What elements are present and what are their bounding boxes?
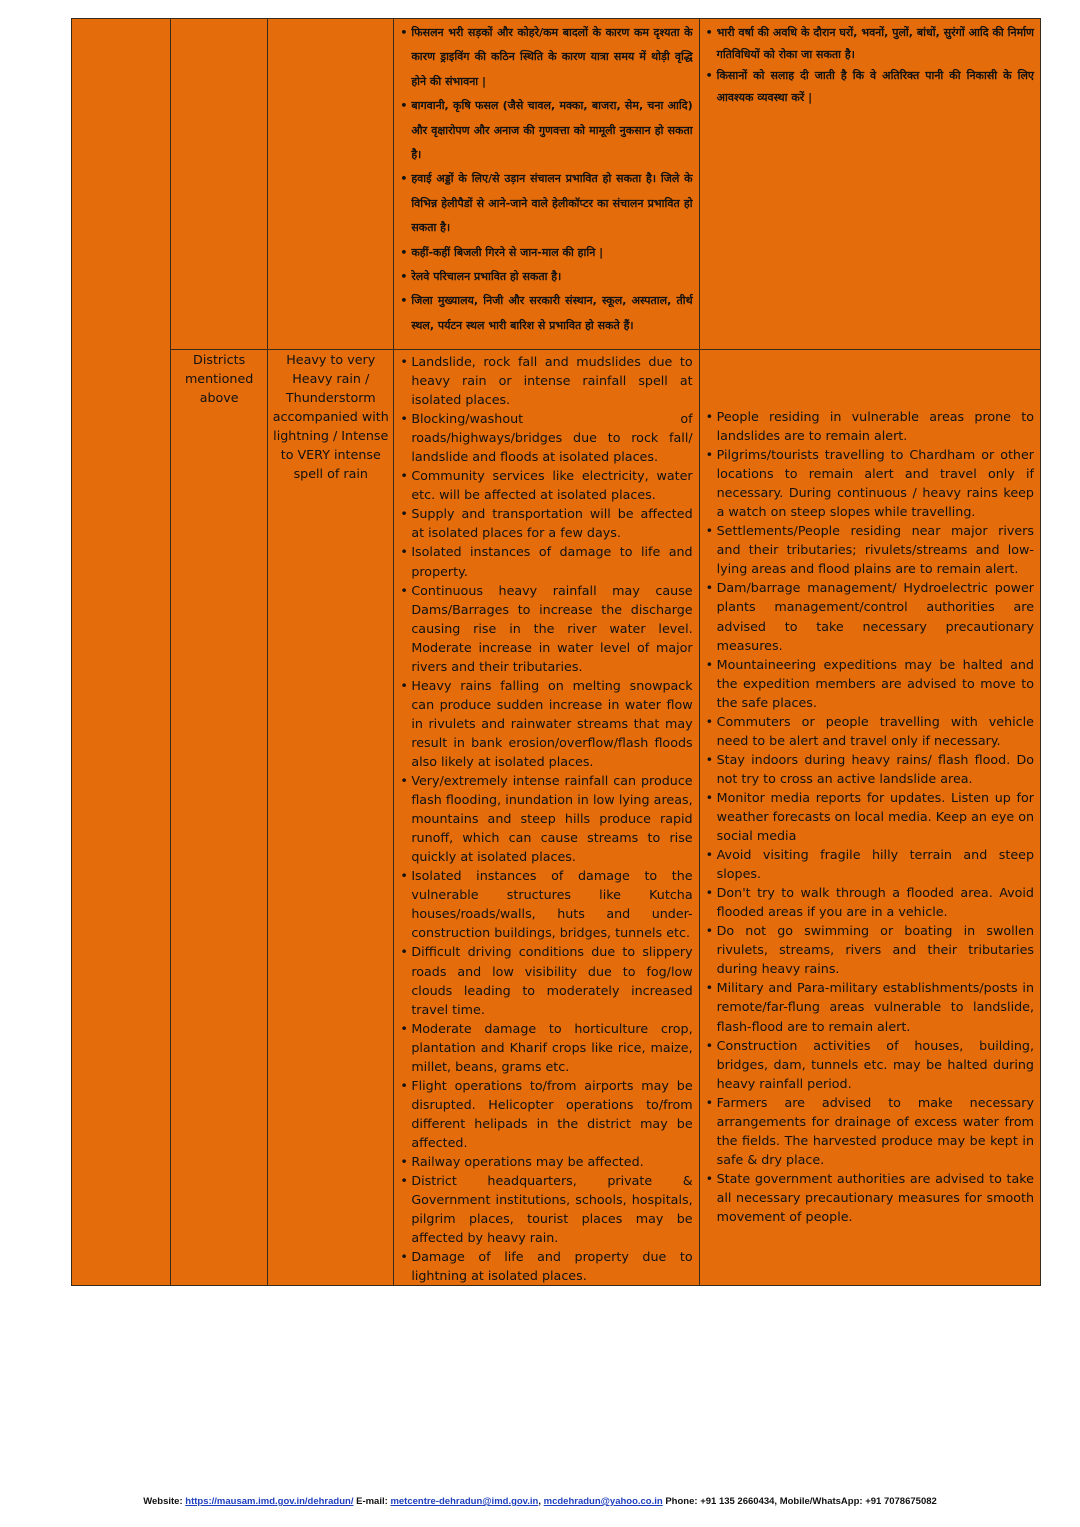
list-item: • State government authorities are advised to take all necessary precautionary measures for smooth movement of people. <box>706 1169 1034 1226</box>
actions-cell <box>699 350 1040 1286</box>
list-item: • रेलवे परिचालन प्रभावित हो सकता है। <box>400 265 692 289</box>
list-item: • Blocking/washout of roads/highways/bridges due to rock fall/ landslide and floods at isolated places. <box>400 409 692 466</box>
email-separator: , <box>538 1496 541 1507</box>
list-item: • जिला मुख्यालय, निजी और सरकारी संस्थान, स्कूल, अस्पताल, तीर्थ स्थल, पर्यटन स्थल भारी बारिश से प्रभावित हो सकते हैं। <box>400 289 692 338</box>
impacts-list <box>394 350 698 1285</box>
hindi-warning-cell <box>268 19 394 350</box>
page-footer <box>0 1496 1080 1507</box>
list-item: • Stay indoors during heavy rains/ flash flood. Do not try to cross an active landslide area. <box>706 750 1034 788</box>
warning-type-cell: Heavy to very Heavy rain / Thunderstorm accompanied with lightning / Intense to VERY intense spell of rain <box>268 350 394 1286</box>
list-item: • Railway operations may be affected. <box>400 1152 692 1171</box>
list-item: • People residing in vulnerable areas prone to landslides are to remain alert. <box>706 407 1034 445</box>
list-item: • Supply and transportation will be affected at isolated places for a few days. <box>400 504 692 542</box>
list-item: • Isolated instances of damage to the vulnerable structures like Kutcha houses/roads/walls, huts and under-construction buildings, bridges, tunnels etc. <box>400 866 692 942</box>
hindi-actions-cell <box>699 19 1040 350</box>
list-item: • बागवानी, कृषि फसल (जैसे चावल, मक्का, बाजरा, सेम, चना आदि) और वृक्षारोपण और अनाज की गुणवत्ता को मामूली नुकसान हो सकता है। <box>400 94 692 167</box>
list-item: • Very/extremely intense rainfall can produce flash flooding, inundation in low lying areas, mountains and steep hills produce rapid runoff, which can cause streams to rise quickly at isolated places. <box>400 771 692 866</box>
phone-label: Phone: <box>665 1496 698 1507</box>
website-link[interactable]: https://mausam.imd.gov.in/dehradun/ <box>185 1496 354 1507</box>
list-item: • Commuters or people travelling with vehicle need to be alert and travel only if necessary. <box>706 712 1034 750</box>
list-item: • Difficult driving conditions due to slippery roads and low visibility due to fog/low clouds leading to moderately increased travel time. <box>400 942 692 1018</box>
list-item: • Mountaineering expeditions may be halted and the expedition members are advised to move to the safe places. <box>706 655 1034 712</box>
list-item: • Dam/barrage management/ Hydroelectric power plants management/control authorities are advised to take necessary precautionary measures. <box>706 578 1034 654</box>
list-item: • Military and Para-military establishments/posts in remote/far-flung areas vulnerable to landslide, flash-flood are to remain alert. <box>706 978 1034 1035</box>
list-item: • Isolated instances of damage to life and property. <box>400 542 692 580</box>
list-item: • Do not go swimming or boating in swollen rivulets, streams, rivers and their tributaries during heavy rains. <box>706 921 1034 978</box>
actions-list <box>700 350 1040 1226</box>
list-item: • Community services like electricity, water etc. will be affected at isolated places. <box>400 466 692 504</box>
list-item: • Flight operations to/from airports may be disrupted. Helicopter operations to/from different helipads in the district may be affected. <box>400 1076 692 1152</box>
table-row-english <box>72 350 1041 1286</box>
list-item: • Farmers are advised to make necessary arrangements for drainage of excess water from the fields. The harvested produce may be kept in safe & dry place. <box>706 1093 1034 1169</box>
list-item: • Don't try to walk through a flooded area. Avoid flooded areas if you are in a vehicle. <box>706 883 1034 921</box>
list-item: • Continuous heavy rainfall may cause Dams/Barrages to increase the discharge causing rise in the river water level. Moderate increase in water level of major rivers and their tributaries. <box>400 581 692 676</box>
list-item: • भारी वर्षा की अवधि के दौरान घरों, भवनों, पुलों, बांधों, सुरंगों आदि की निर्माण गतिविधियों को रोका जा सकता है। <box>706 22 1034 65</box>
email-link-2[interactable]: mcdehradun@yahoo.co.in <box>543 1496 663 1507</box>
hindi-actions-list <box>700 19 1040 110</box>
hindi-districts-cell <box>171 19 268 350</box>
website-label: Website: <box>143 1496 183 1507</box>
list-item: • Avoid visiting fragile hilly terrain and steep slopes. <box>706 845 1034 883</box>
mobile-label: Mobile/WhatsApp: <box>779 1496 863 1507</box>
list-item: • किसानों को सलाह दी जाती है कि वे अतिरिक्त पानी की निकासी के लिए आवश्यक व्यवस्था करें | <box>706 65 1034 108</box>
districts-cell: Districts mentioned above <box>171 350 268 1286</box>
email-label: E-mail: <box>356 1496 388 1507</box>
phone-number: +91 135 2660434, <box>700 1496 778 1507</box>
warning-impact-table <box>71 18 1041 1286</box>
blank-cell <box>72 19 171 1286</box>
impacts-cell <box>394 350 699 1286</box>
table-row-hindi <box>72 19 1041 350</box>
list-item: • Construction activities of houses, building, bridges, dam, tunnels etc. may be halted during heavy rainfall period. <box>706 1036 1034 1093</box>
hindi-impacts-cell <box>394 19 699 350</box>
email-link-1[interactable]: metcentre-dehradun@imd.gov.in <box>390 1496 539 1507</box>
list-item: • Monitor media reports for updates. Listen up for weather forecasts on local media. Keep an eye on social media <box>706 788 1034 845</box>
list-item: • Heavy rains falling on melting snowpack can produce sudden increase in water flow in rivulets and rainwater streams that may result in bank erosion/overflow/flash floods also likely at isolated places. <box>400 676 692 771</box>
list-item: • District headquarters, private & Government institutions, schools, hospitals, pilgrim places, tourist places may be affected by heavy rain. <box>400 1171 692 1247</box>
list-item: • Moderate damage to horticulture crop, plantation and Kharif crops like rice, maize, millet, beans, grams etc. <box>400 1019 692 1076</box>
list-item: • Damage of life and property due to lightning at isolated places. <box>400 1247 692 1285</box>
hindi-impacts-list <box>394 19 698 340</box>
list-item: • हवाई अड्डों के लिए/से उड़ान संचालन प्रभावित हो सकता है। जिले के विभिन्न हेलीपैडों से आने-जाने वाले हेलीकॉप्टर का संचालन प्रभावित हो सकता है। <box>400 167 692 240</box>
list-item: • Settlements/People residing near major rivers and their tributaries; rivulets/streams and low-lying areas and flood plains are to remain alert. <box>706 521 1034 578</box>
mobile-number: +91 7078675082 <box>865 1496 937 1507</box>
list-item: • फिसलन भरी सड़कों और कोहरे/कम बादलों के कारण कम दृश्यता के कारण ड्राइविंग की कठिन स्थिति के कारण यात्रा समय में थोड़ी वृद्धि होने की संभावना | <box>400 21 692 94</box>
list-item: • Landslide, rock fall and mudslides due to heavy rain or intense rainfall spell at isolated places. <box>400 352 692 409</box>
list-item: • कहीं-कहीं बिजली गिरने से जान-माल की हानि | <box>400 241 692 265</box>
list-item: • Pilgrims/tourists travelling to Chardham or other locations to remain alert and travel only if necessary. During continuous / heavy rains keep a watch on steep slopes while travelling. <box>706 445 1034 521</box>
